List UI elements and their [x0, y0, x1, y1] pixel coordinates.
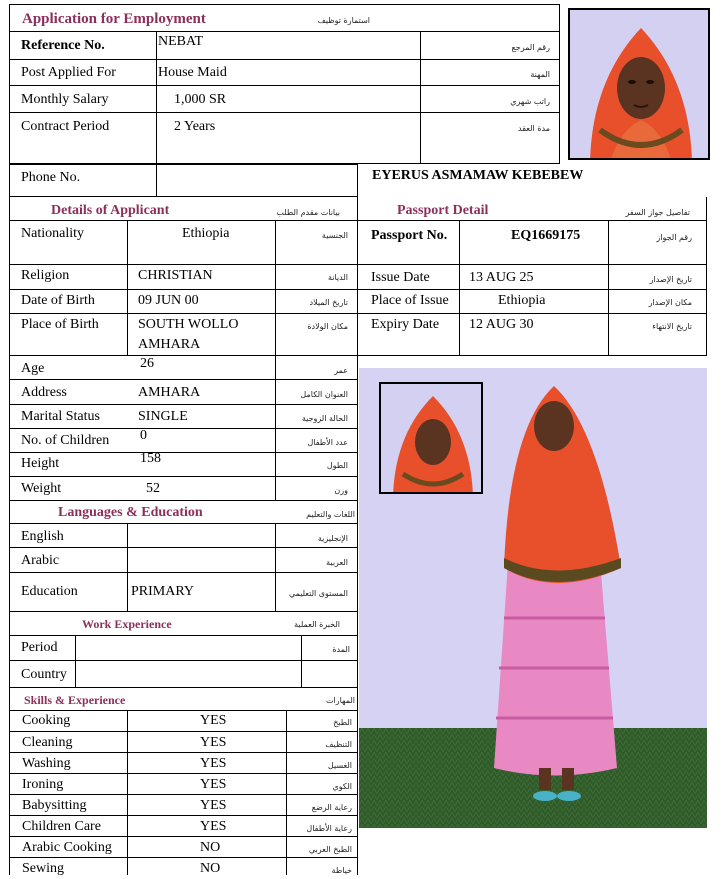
detail-value: 52: [146, 481, 160, 496]
passport-label-ar: تاريخ الانتهاء: [652, 322, 692, 331]
top-row-label: Contract Period: [21, 119, 110, 134]
skill-label-ar: الطبخ: [333, 718, 352, 727]
top-row-label-ar: راتب شهري: [510, 97, 550, 106]
detail-label: Nationality: [21, 226, 84, 241]
portrait-image: [570, 10, 710, 160]
passport-title-ar: تفاصيل جواز السفر: [625, 208, 690, 217]
detail-label: Place of Birth: [21, 317, 99, 332]
detail-label: Marital Status: [21, 409, 100, 424]
detail-value: SOUTH WOLLO: [138, 317, 239, 332]
language-label: Arabic: [21, 553, 60, 568]
top-row-value: 2 Years: [174, 119, 216, 134]
top-row-label-ar: مدة العقد: [518, 124, 550, 133]
detail-value: CHRISTIAN: [138, 268, 213, 283]
skill-value: YES: [200, 735, 227, 750]
skill-value: YES: [200, 713, 227, 728]
skill-label-ar: الطبخ العربي: [308, 845, 352, 854]
passport-label-ar: تاريخ الإصدار: [649, 275, 692, 284]
detail-label: Date of Birth: [21, 293, 95, 308]
language-label-ar: الإنجليزية: [317, 534, 348, 543]
top-row-label: Post Applied For: [21, 65, 116, 80]
detail-label-ar: عدد الأطفال: [307, 438, 348, 447]
top-row-label: Monthly Salary: [21, 92, 109, 107]
detail-label-ar: مكان الولادة: [307, 322, 348, 331]
detail-label: Height: [21, 456, 60, 471]
skill-value: NO: [200, 861, 221, 876]
passport-value: 13 AUG 25: [469, 270, 534, 285]
inset-photo: [379, 382, 483, 494]
skill-label: Sewing: [22, 861, 64, 876]
language-label-ar: العربية: [326, 558, 348, 567]
passport-label: Expiry Date: [371, 317, 440, 332]
skill-label-ar: الغسيل: [327, 761, 352, 770]
top-row-value: 1,000 SR: [174, 92, 227, 107]
skill-label: Ironing: [22, 777, 64, 792]
passport-label-ar: مكان الإصدار: [648, 298, 692, 307]
work-label-ar: المدة: [332, 645, 350, 654]
skill-label: Cleaning: [22, 735, 73, 750]
passport-label: Place of Issue: [371, 293, 449, 308]
skill-label-ar: الكوي: [332, 782, 352, 791]
language-label-ar: المستوى التعليمي: [288, 589, 348, 598]
skill-label: Cooking: [22, 713, 71, 728]
details-title-ar: بيانات مقدم الطلب: [276, 208, 340, 217]
language-label: Education: [21, 584, 78, 599]
applicant-photo: [568, 8, 710, 160]
detail-label: Age: [21, 361, 45, 376]
page-title: Application for Employment: [22, 11, 206, 27]
language-label: English: [21, 529, 64, 544]
detail-label-ar: وزن: [334, 486, 348, 495]
skill-label-ar: خياطة: [331, 866, 352, 875]
detail-label: Weight: [21, 481, 62, 496]
detail-value: AMHARA: [138, 385, 201, 400]
passport-title: Passport Detail: [397, 203, 489, 218]
detail-label-ar: الطول: [326, 461, 348, 470]
passport-value: 12 AUG 30: [469, 317, 534, 332]
passport-label: Passport No.: [371, 228, 448, 243]
detail-value: 09 JUN 00: [138, 293, 199, 308]
work-label: Country: [21, 667, 67, 682]
detail-value: 26: [140, 356, 154, 371]
detail-label-ar: تاريخ الميلاد: [309, 298, 348, 307]
skill-label-ar: رعاية الأطفال: [306, 824, 352, 833]
top-row-label-ar: المهنة: [530, 70, 550, 79]
skill-label: Children Care: [22, 819, 101, 834]
detail-label-ar: عمر: [334, 366, 348, 375]
work-title-ar: الخبرة العملية: [294, 620, 340, 629]
page-title-ar: استمارة توظيف: [317, 16, 370, 25]
detail-label: Address: [21, 385, 67, 400]
skills-title: Skills & Experience: [24, 693, 126, 707]
language-value: PRIMARY: [131, 584, 195, 599]
work-label: Period: [21, 640, 58, 655]
languages-title: Languages & Education: [58, 505, 203, 520]
detail-label: Religion: [21, 268, 70, 283]
phone-label: Phone No.: [21, 170, 81, 185]
passport-value: EQ1669175: [511, 228, 581, 243]
top-row-label: Reference No.: [21, 38, 105, 53]
skill-label-ar: رعاية الرضع: [311, 803, 352, 812]
skill-value: YES: [200, 777, 227, 792]
skills-title-ar: المهارات: [325, 696, 355, 705]
top-row-value: House Maid: [158, 65, 227, 80]
detail-value: SINGLE: [138, 409, 188, 424]
skill-label: Washing: [22, 756, 71, 771]
detail-value: Ethiopia: [182, 226, 230, 241]
passport-value: Ethiopia: [498, 293, 546, 308]
top-row-label-ar: رقم المرجع: [511, 43, 550, 52]
detail-label: No. of Children: [21, 433, 110, 448]
passport-label-ar: رقم الجواز: [656, 233, 692, 242]
details-title: Details of Applicant: [51, 203, 170, 218]
top-section: [9, 4, 560, 164]
detail-label-ar: العنوان الكامل: [300, 390, 348, 399]
detail-label-ar: الجنسية: [321, 231, 348, 240]
passport-label: Issue Date: [371, 270, 430, 285]
full-body-photo: [359, 368, 707, 828]
detail-label-ar: الحالة الزوجية: [301, 414, 348, 423]
languages-title-ar: اللغات والتعليم: [306, 510, 355, 519]
skill-label: Babysitting: [22, 798, 87, 813]
skill-value: YES: [200, 798, 227, 813]
applicant-name: EYERUS ASMAMAW KEBEBEW: [372, 168, 584, 183]
detail-value: 0: [140, 428, 147, 443]
skill-label: Arabic Cooking: [22, 840, 112, 855]
skill-value: YES: [200, 819, 227, 834]
detail-value: 158: [140, 451, 161, 466]
detail-label-ar: الديانة: [327, 273, 348, 282]
skill-label-ar: التنظيف: [325, 740, 352, 749]
skill-value: YES: [200, 756, 227, 771]
work-title: Work Experience: [82, 617, 172, 631]
skill-value: NO: [200, 840, 221, 855]
detail-value-line2: AMHARA: [138, 337, 201, 352]
top-row-value: NEBAT: [158, 34, 204, 49]
